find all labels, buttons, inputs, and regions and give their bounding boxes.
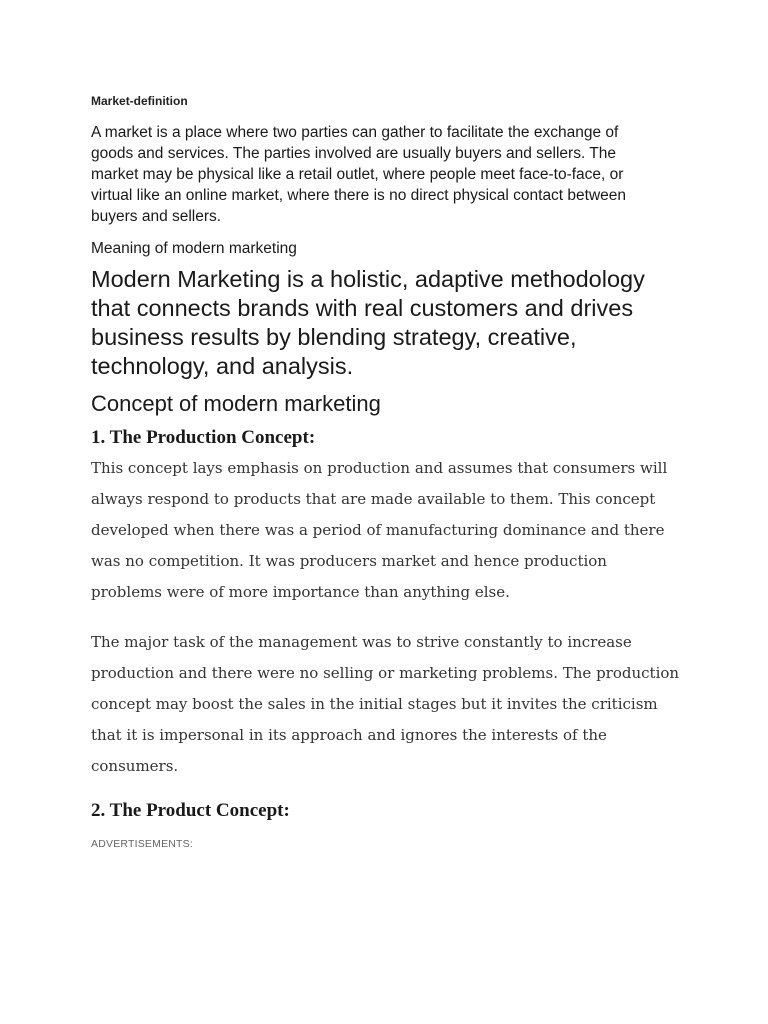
product-concept-heading: 2. The Product Concept: <box>91 800 290 821</box>
production-concept-heading: 1. The Production Concept: <box>91 427 316 448</box>
production-concept-paragraph-2: The major task of the management was to strive constantly to increase production and there were no selling or marketing problems. The production concept may boost the sales in the initial stages but it invites the criticism that it is impersonal in its approach and ignores the interests of the consumers. <box>91 633 680 775</box>
meaning-text: Modern Marketing is a holistic, adaptive methodology that connects brands with real customers and drives business results by blending strategy, creative, technology, and analysis. <box>91 266 645 379</box>
production-concept-paragraph-1: This concept lays emphasis on production and assumes that consumers will always respond to products that are made available to them. This concept developed when there was a period of manufacturing dominance and there was no competition. It was producers market and hence production problems were of more importance than anything else. <box>91 459 668 601</box>
market-definition-text: A market is a place where two parties can gather to facilitate the exchange of goods and services. The parties involved are usually buyers and sellers. The market may be physical like a retail outlet, where people meet face-to-face, or virtual like an online market, where there is no direct physical contact between buyers and sellers. <box>91 124 627 225</box>
concept-heading: Concept of modern marketing <box>91 391 381 416</box>
advertisements-label: ADVERTISEMENTS: <box>91 838 193 850</box>
market-definition-heading: Market-definition <box>91 94 188 108</box>
document-page <box>91 92 691 851</box>
meaning-heading: Meaning of modern marketing <box>91 240 297 257</box>
